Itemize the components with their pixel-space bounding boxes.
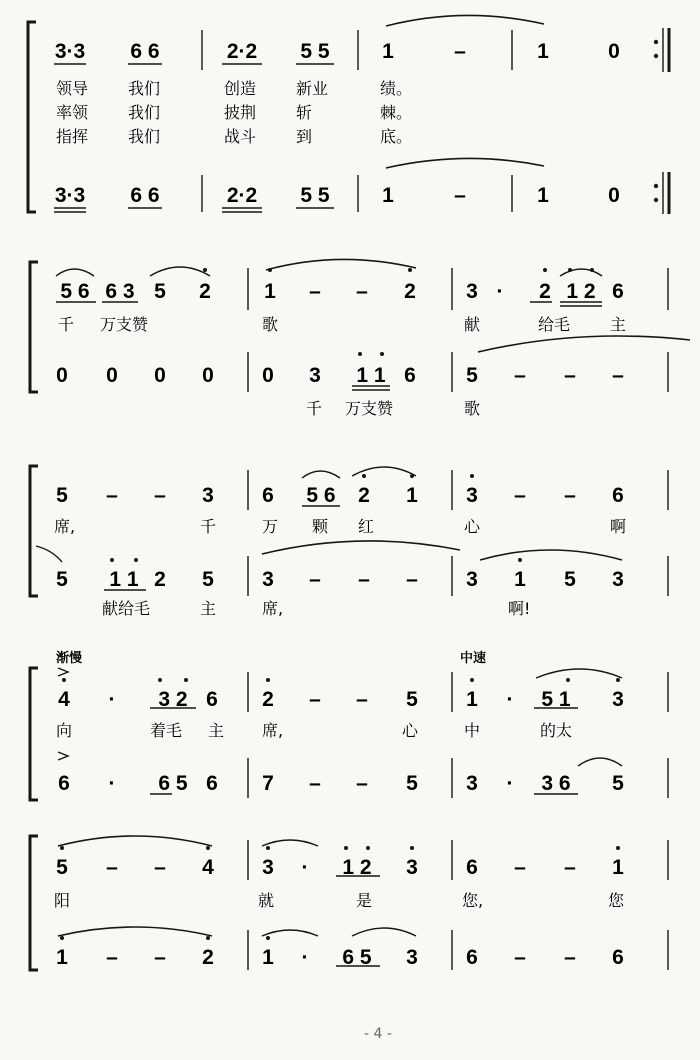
- slur: [352, 928, 416, 936]
- lyric: 绩。: [380, 79, 413, 98]
- upper-voice-notes: [55, 40, 620, 63]
- note: 6 5: [158, 772, 188, 795]
- note: 2: [262, 688, 274, 711]
- note: 5 5: [300, 40, 330, 63]
- note: –: [358, 568, 370, 591]
- note: 0: [154, 364, 166, 387]
- note: –: [612, 364, 624, 387]
- note: –: [309, 568, 321, 591]
- note: 1: [264, 280, 276, 303]
- repeat-sign: [654, 28, 669, 214]
- verse-lyrics: [56, 79, 412, 146]
- note: 1: [406, 484, 418, 507]
- lyric: 颗: [312, 517, 329, 536]
- lyric: 向: [56, 721, 73, 740]
- note: 2·2: [226, 184, 258, 207]
- note: 3·3: [54, 40, 86, 63]
- note: 5 5: [300, 184, 330, 207]
- lyric: 千: [306, 399, 323, 418]
- note: 3: [202, 484, 214, 507]
- note: 3: [406, 946, 418, 969]
- upper-lyrics: [58, 315, 626, 334]
- lower-lyrics: [102, 599, 530, 618]
- note: 1: [514, 568, 526, 591]
- note: 0: [56, 364, 68, 387]
- note: 5: [154, 280, 166, 303]
- note: 1: [537, 40, 549, 63]
- note: 6 6: [130, 184, 160, 207]
- note: 3 2: [158, 688, 188, 711]
- note: 1: [382, 184, 394, 207]
- lyric: 万: [262, 517, 279, 536]
- accent-mark: [58, 668, 68, 676]
- note: ·: [496, 280, 504, 303]
- slur: [536, 669, 622, 678]
- lower-voice-notes: [56, 568, 624, 591]
- note: 4: [202, 856, 214, 879]
- note: 5: [202, 568, 214, 591]
- note: 6: [466, 946, 478, 969]
- lyric: 主: [200, 599, 217, 618]
- lyric: 是: [356, 891, 373, 910]
- lyric: 斩: [296, 103, 313, 122]
- lyric: 给毛: [538, 315, 571, 334]
- octave-dots: [60, 846, 620, 940]
- note: 2·2: [226, 40, 258, 63]
- system-bracket: [30, 668, 38, 800]
- tie: [386, 158, 544, 168]
- note: 0: [608, 184, 620, 207]
- note: 6: [404, 364, 416, 387]
- note: –: [564, 484, 576, 507]
- beam-lines: [104, 506, 340, 590]
- note: 6 6: [130, 40, 160, 63]
- note: 3: [309, 364, 321, 387]
- lyric: 席,: [262, 599, 284, 618]
- note: 5 1: [541, 688, 571, 711]
- note: 6: [466, 856, 478, 879]
- lyric: 主: [208, 721, 225, 740]
- slur: [36, 546, 62, 562]
- lyric: 万支赞: [100, 315, 149, 334]
- lyric: 心: [402, 721, 419, 740]
- lyric: 啊: [610, 517, 627, 536]
- note: –: [454, 184, 466, 207]
- note: 3: [612, 568, 624, 591]
- slur: [150, 267, 210, 276]
- note: –: [514, 946, 526, 969]
- note: 5: [406, 772, 418, 795]
- note: 5: [56, 856, 68, 879]
- lyric: 的太: [540, 721, 573, 740]
- system-bracket: [30, 262, 38, 392]
- lower-voice-notes: [55, 184, 620, 207]
- slur: [266, 259, 416, 270]
- slur: [578, 758, 622, 766]
- lyric: 千: [200, 517, 217, 536]
- note: 1: [262, 946, 274, 969]
- slur: [478, 336, 690, 352]
- tempo-marking: 中速: [460, 651, 487, 666]
- note: –: [309, 688, 321, 711]
- note: 3·3: [54, 184, 86, 207]
- lyric: 中: [464, 721, 481, 740]
- lyric: 万支赞: [345, 399, 394, 418]
- lyric: 歌: [464, 399, 481, 418]
- note: ·: [301, 946, 309, 969]
- note: –: [356, 688, 368, 711]
- note: 0: [106, 364, 118, 387]
- slur: [262, 541, 460, 554]
- slur: [58, 836, 212, 846]
- lyric: 披荆: [224, 103, 257, 122]
- note: 1: [537, 184, 549, 207]
- lyric: 席,: [54, 517, 76, 536]
- note: 5 6: [306, 484, 336, 507]
- tie: [386, 15, 544, 26]
- note: –: [454, 40, 466, 63]
- lyric: 率领: [56, 103, 89, 122]
- lyric: 献给毛: [102, 599, 151, 618]
- note: 0: [262, 364, 274, 387]
- note: ·: [108, 688, 116, 711]
- note: –: [514, 364, 526, 387]
- note: 3: [612, 688, 624, 711]
- note: ·: [301, 856, 309, 879]
- note: 1 1: [109, 568, 139, 591]
- note: 5: [56, 568, 68, 591]
- note: –: [514, 484, 526, 507]
- note: 6: [206, 772, 218, 795]
- note: 3: [262, 856, 274, 879]
- lyric: 心: [464, 517, 481, 536]
- note: –: [564, 364, 576, 387]
- slur: [352, 467, 416, 476]
- lyric: 战斗: [224, 127, 257, 146]
- note: –: [564, 856, 576, 879]
- note: 6: [262, 484, 274, 507]
- page-number: - 4 -: [364, 1026, 392, 1042]
- score-system-3: [30, 466, 668, 618]
- note: –: [154, 856, 166, 879]
- note: –: [514, 856, 526, 879]
- lyric: 棘。: [380, 103, 413, 122]
- accent-mark: [58, 752, 68, 760]
- note: 1: [56, 946, 68, 969]
- note: –: [106, 484, 118, 507]
- note: 3: [466, 568, 478, 591]
- note: –: [564, 946, 576, 969]
- lyric: 千: [58, 315, 75, 334]
- upper-lyrics: [56, 721, 572, 740]
- beam-lines: [54, 64, 334, 212]
- lyric: 献: [464, 315, 481, 334]
- lyric: 主: [610, 315, 627, 334]
- note: 6: [58, 772, 70, 795]
- lyric: 啊!: [508, 599, 531, 618]
- lyric: 阳: [54, 891, 71, 910]
- slur: [560, 269, 602, 276]
- tempo-marking: 渐慢: [56, 651, 83, 666]
- note: 5 6: [60, 280, 90, 303]
- note: 2: [404, 280, 416, 303]
- note: 2: [202, 946, 214, 969]
- note: 5: [406, 688, 418, 711]
- note: 3: [466, 484, 478, 507]
- note: 2: [539, 280, 551, 303]
- slur: [480, 550, 622, 560]
- upper-voice-notes: [56, 484, 624, 507]
- note: 3: [466, 280, 478, 303]
- upper-lyrics: [54, 517, 626, 536]
- slur: [262, 840, 318, 846]
- lyric: 我们: [128, 127, 161, 146]
- lyric: 歌: [262, 315, 279, 334]
- score-system-4: [30, 650, 668, 800]
- note: 1 1: [356, 364, 386, 387]
- slur: [302, 471, 340, 478]
- lyric: 您: [608, 891, 625, 910]
- upper-voice-notes: [60, 280, 623, 303]
- lyric: 席,: [262, 721, 284, 740]
- lyric: 我们: [128, 103, 161, 122]
- note: 6 3: [105, 280, 135, 303]
- note: 1: [466, 688, 478, 711]
- note: 1 2: [566, 280, 596, 303]
- note: 0: [202, 364, 214, 387]
- lyric: 就: [258, 891, 275, 910]
- lyric: 您,: [462, 891, 484, 910]
- note: 0: [608, 40, 620, 63]
- note: –: [309, 772, 321, 795]
- score-system-5: [30, 836, 668, 970]
- note: 1 2: [342, 856, 372, 879]
- note: 7: [262, 772, 274, 795]
- lyric: 着毛: [150, 721, 183, 740]
- note: 1: [612, 856, 624, 879]
- note: –: [356, 280, 368, 303]
- note: –: [106, 856, 118, 879]
- lyric: 领导: [56, 79, 89, 98]
- note: 3: [466, 772, 478, 795]
- note: 6: [612, 484, 624, 507]
- note: 5: [56, 484, 68, 507]
- note: –: [154, 484, 166, 507]
- note: 5: [612, 772, 624, 795]
- note: 2: [154, 568, 166, 591]
- system-bracket: [28, 22, 36, 212]
- slur: [58, 927, 212, 936]
- lyric: 到: [296, 127, 313, 146]
- system-bracket: [30, 836, 38, 970]
- note: ·: [108, 772, 116, 795]
- lyric: 指挥: [56, 127, 89, 146]
- note: 4: [58, 688, 70, 711]
- note: 6: [612, 280, 624, 303]
- note: ·: [506, 772, 514, 795]
- note: –: [106, 946, 118, 969]
- score-system-2: [30, 259, 690, 418]
- note: –: [406, 568, 418, 591]
- note: 5: [564, 568, 576, 591]
- note: 3: [262, 568, 274, 591]
- note: 5: [466, 364, 478, 387]
- lyric: 新业: [296, 79, 329, 98]
- note: 3 6: [541, 772, 571, 795]
- lyric: 红: [358, 517, 375, 536]
- note: 1: [382, 40, 394, 63]
- note: 2: [358, 484, 370, 507]
- upper-lyrics: [54, 891, 625, 910]
- lyric: 底。: [380, 127, 413, 146]
- note: 6 5: [342, 946, 372, 969]
- note: ·: [506, 688, 514, 711]
- lower-voice-notes: [58, 772, 624, 795]
- lyric: 我们: [128, 79, 161, 98]
- system-bracket: [30, 466, 38, 596]
- slur: [262, 930, 318, 936]
- octave-dots: [203, 268, 594, 356]
- slur: [56, 269, 94, 276]
- note: –: [356, 772, 368, 795]
- lyric: 创造: [224, 79, 257, 98]
- note: 3: [406, 856, 418, 879]
- note: –: [309, 280, 321, 303]
- lower-lyrics: [306, 399, 480, 418]
- note: 6: [612, 946, 624, 969]
- lower-voice-notes: [56, 364, 624, 387]
- note: –: [154, 946, 166, 969]
- note: 2: [199, 280, 211, 303]
- score-system-1: [28, 15, 669, 214]
- note: 6: [206, 688, 218, 711]
